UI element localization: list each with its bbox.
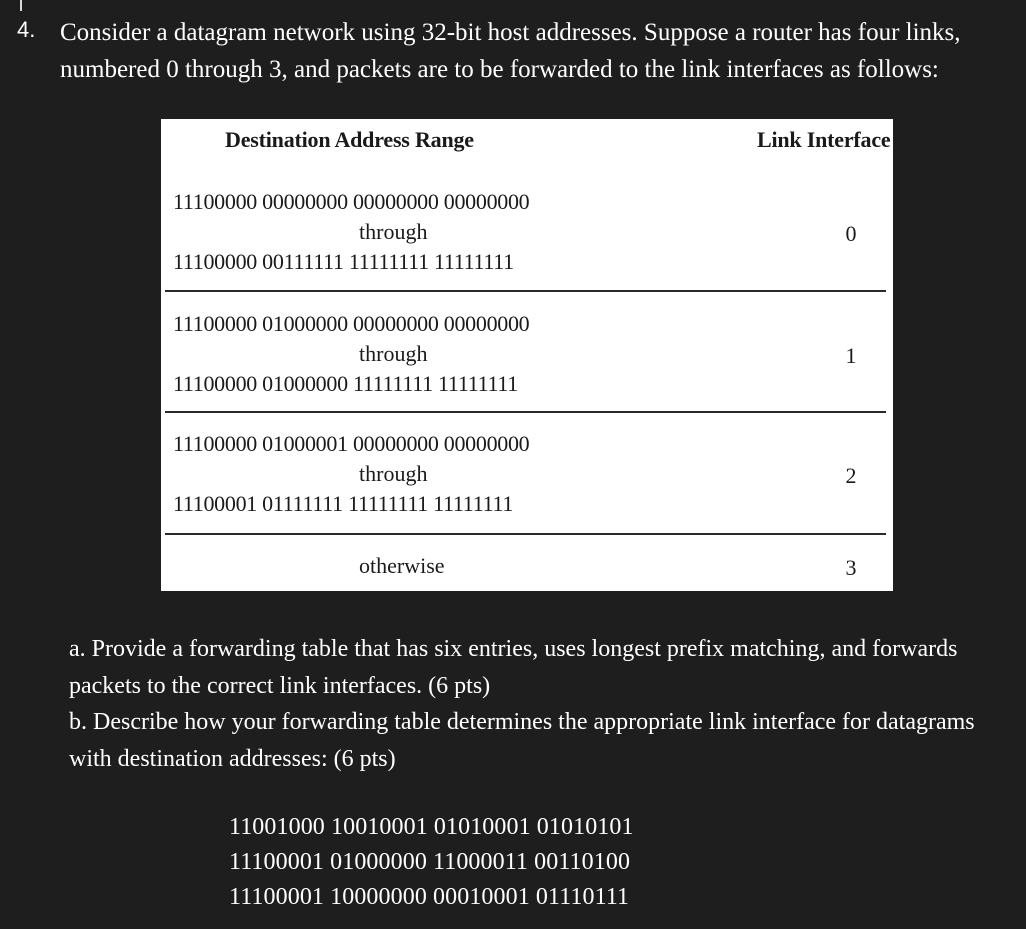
destination-address-list	[229, 810, 634, 915]
destination-address: 11100001 10000000 00010001 01110111	[229, 884, 630, 910]
through-label: through	[359, 219, 428, 244]
otherwise-label: otherwise	[359, 553, 445, 578]
through-label: through	[359, 341, 428, 366]
destination-address: 11100001 01000000 11000011 00110100	[229, 849, 631, 875]
range-end: 11100000 01000000 11111111 11111111	[173, 371, 518, 396]
forwarding-range-table	[161, 119, 893, 591]
question-text: Consider a datagram network using 32-bit host addresses. Suppose a router has four links, numbered 0 through 3, and packets are to be forwarded to the link interfaces as follows:	[60, 19, 961, 83]
row-divider	[165, 411, 886, 413]
otherwise-link-value: 3	[845, 555, 857, 580]
range-start: 11100000 00000000 00000000 00000000	[173, 189, 530, 214]
header-destination-range: Destination Address Range	[225, 127, 474, 152]
range-start: 11100000 01000000 00000000 00000000	[173, 311, 530, 336]
question-number: 4.	[17, 17, 36, 42]
destination-address: 11001000 10010001 01010001 01010101	[229, 814, 634, 840]
through-label: through	[359, 461, 428, 486]
part-a-text: a. Provide a forwarding table that has six entries, uses longest prefix matching, and forwards packets to the correct link interfaces. (6 pts)	[69, 636, 958, 699]
range-end: 11100000 00111111 11111111 11111111	[173, 249, 514, 274]
part-b-text: b. Describe how your forwarding table determines the appropriate link interface for datagrams with destination addresses: (6 pts)	[69, 709, 975, 772]
text-cursor	[20, 0, 22, 11]
link-interface-value: 1	[845, 343, 857, 368]
link-interface-value: 0	[845, 221, 857, 246]
range-start: 11100000 01000001 00000000 00000000	[173, 431, 530, 456]
header-link-interface: Link Interface	[757, 127, 891, 152]
link-interface-value: 2	[845, 463, 857, 488]
row-divider	[165, 290, 886, 292]
range-end: 11100001 01111111 11111111 11111111	[173, 491, 514, 516]
row-divider	[165, 533, 886, 535]
